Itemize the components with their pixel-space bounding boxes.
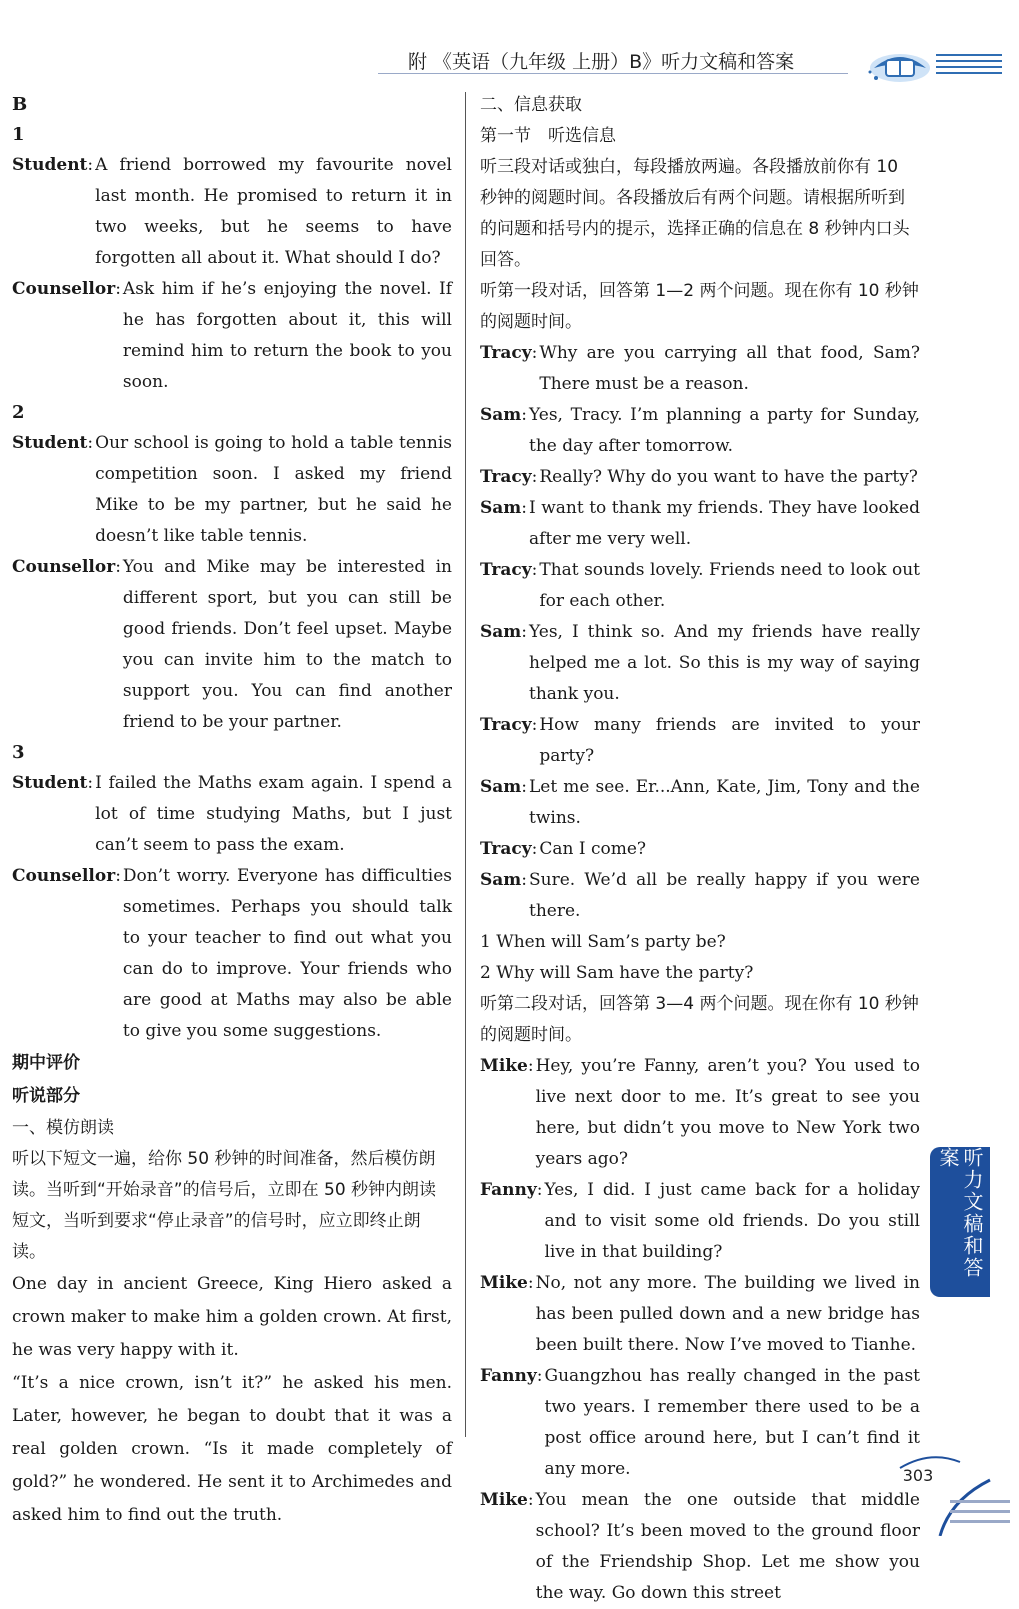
speaker-name: Sam :: [480, 493, 529, 524]
utterance: Hey, you’re Fanny, aren’t you? You used to live next door to me. It’s great to see you here, but didn’t you move to New York two years ago?: [535, 1056, 920, 1169]
dialog2-intro: 听第二段对话，回答第 3—4 两个问题。现在你有 10 秒钟的阅题时间。: [480, 994, 919, 1045]
item-number: 1: [12, 124, 25, 145]
dialog-line: [480, 834, 920, 865]
column-divider: [465, 92, 466, 1437]
speaker-name: Tracy :: [480, 710, 539, 741]
dialog-line: [480, 555, 920, 617]
speaker-name: Counsellor :: [12, 552, 123, 583]
dialog-line: [480, 1175, 920, 1268]
speaker-name: Counsellor :: [12, 274, 123, 305]
dialog-line: [480, 1268, 920, 1361]
section-b-label: B: [12, 94, 28, 115]
speaker-name: Tracy :: [480, 555, 539, 586]
utterance: A friend borrowed my favourite novel last month. He promised to return it in two weeks, but he seems to have forgotten all about it. What should I do?: [95, 155, 452, 268]
dialog-line: [480, 493, 920, 555]
utterance: No, not any more. The building we lived in has been pulled down and a new bridge has been built there. Now I’ve moved to Tianhe.: [535, 1273, 920, 1355]
utterance: That sounds lovely. Friends need to look out for each other.: [539, 560, 920, 611]
section1-title: 第一节 听选信息: [480, 126, 616, 146]
speaker-name: Fanny :: [480, 1175, 545, 1206]
utterance: How many friends are invited to your party?: [539, 715, 920, 766]
dialog-line: [480, 338, 920, 400]
utterance: Sure. We’d all be really happy if you were there.: [529, 870, 920, 921]
speaker-name: Mike :: [480, 1268, 536, 1299]
utterance: Can I come?: [539, 839, 647, 859]
utterance: I want to thank my friends. They have looked after me very well.: [529, 498, 920, 549]
page-number: 303: [902, 1466, 934, 1485]
speaker-name: Sam :: [480, 772, 529, 803]
speaker-name: Counsellor :: [12, 861, 123, 892]
speaker-name: Mike :: [480, 1051, 536, 1082]
speaker-name: Tracy :: [480, 462, 539, 493]
utterance: I failed the Maths exam again. I spend a lot of time studying Maths, but I just can’t seem to pass the exam.: [95, 773, 452, 855]
dialog-line: [12, 552, 452, 738]
speaker-name: Mike :: [480, 1485, 536, 1516]
header-stripes: [936, 54, 1002, 78]
right-column: [480, 90, 920, 1609]
utterance: Yes, Tracy. I’m planning a party for Sunday, the day after tomorrow.: [529, 405, 920, 456]
speaker-name: Student :: [12, 768, 95, 799]
passage-paragraph: One day in ancient Greece, King Hiero asked a crown maker to make him a golden crown. At first, he was very happy with it.: [12, 1274, 452, 1360]
utterance: Really? Why do you want to have the party?: [539, 467, 918, 487]
speaker-name: Tracy :: [480, 338, 539, 369]
utterance: You mean the one outside that middle school? It’s been moved to the ground floor of the Friendship Shop. Let me show you the way. Go down this street: [535, 1490, 920, 1603]
utterance: Why are you carrying all that food, Sam? There must be a reason.: [539, 343, 920, 394]
part1-title: 一、模仿朗读: [12, 1118, 114, 1138]
dialog-line: [480, 462, 920, 493]
midterm-title: 期中评价: [12, 1053, 80, 1073]
header-rule: [378, 73, 848, 74]
dialog-line: [12, 274, 452, 398]
dialog-line: [480, 1361, 920, 1485]
utterance: Guangzhou has really changed in the past two years. I remember there used to be a post office around here, but I can’t find it any more.: [544, 1366, 920, 1479]
speaker-name: Sam :: [480, 865, 529, 896]
page-header: [0, 0, 1019, 88]
dialog1-intro: 听第一段对话，回答第 1—2 两个问题。现在你有 10 秒钟的阅题时间。: [480, 281, 919, 332]
speaker-name: Student :: [12, 150, 95, 181]
dialog-line: [12, 861, 452, 1047]
side-tab: [930, 1147, 990, 1297]
book-logo-icon: [866, 38, 934, 86]
utterance: Yes, I did. I just came back for a holiday and to visit some old friends. Do you still live in that building?: [544, 1180, 920, 1262]
question: 1 When will Sam’s party be?: [480, 932, 726, 952]
dialog-line: [480, 1485, 920, 1609]
speaker-name: Student :: [12, 428, 95, 459]
side-tab-label: 听力文稿和答案: [936, 1147, 984, 1279]
dialog-line: [480, 400, 920, 462]
part1-instructions: 听以下短文一遍，给你 50 秒钟的时间准备，然后模仿朗读。当听到“开始录音”的信号后，立即在 50 秒钟内朗读短文，当听到要求“停止录音”的信号时，应立即终止朗读。: [12, 1149, 437, 1262]
speaker-name: Fanny :: [480, 1361, 545, 1392]
item-number: 3: [12, 742, 25, 763]
passage-paragraph: “It’s a nice crown, isn’t it?” he asked his men. Later, however, he began to doubt that it was a real golden crown. “Is it made completely of gold?” he wondered. He sent it to Archimedes and asked him to find out the truth.: [12, 1373, 452, 1525]
page-header-title: 附 《英语（九年级 上册）B》听力文稿和答案: [408, 51, 795, 73]
part2-title: 二、信息获取: [480, 95, 582, 115]
item-number: 2: [12, 402, 25, 423]
question: 2 Why will Sam have the party?: [480, 963, 754, 983]
left-column: [12, 90, 452, 1532]
speaker-name: Sam :: [480, 617, 529, 648]
dialog-line: [480, 865, 920, 927]
utterance: Yes, I think so. And my friends have really helped me a lot. So this is my way of saying thank you.: [529, 622, 920, 704]
utterance: You and Mike may be interested in different sport, but you can still be good friends. Don’t feel upset. Maybe you can invite him to the match to support you. You can find another friend to be your partner.: [122, 557, 452, 732]
dialog-line: [480, 617, 920, 710]
dialog-line: [12, 768, 452, 861]
speaker-name: Tracy :: [480, 834, 539, 865]
section1-instructions: 听三段对话或独白，每段播放两遍。各段播放前你有 10 秒钟的阅题时间。各段播放后有两个问题。请根据所听到的问题和括号内的提示，选择正确的信息在 8 秒钟内口头回答。: [480, 157, 910, 270]
dialog-line: [480, 1051, 920, 1175]
dialog-line: [12, 150, 452, 274]
dialog-line: [12, 428, 452, 552]
utterance: Let me see. Er...Ann, Kate, Jim, Tony and the twins.: [529, 777, 920, 828]
utterance: Our school is going to hold a table tennis competition soon. I asked my friend Mike to be my partner, but he said he doesn’t like table tennis.: [95, 433, 452, 546]
utterance: Don’t worry. Everyone has difficulties sometimes. Perhaps you should talk to your teacher to find out what you can do to improve. Your friends who are good at Maths may also be able to give you some suggestions.: [122, 866, 452, 1041]
speaker-name: Sam :: [480, 400, 529, 431]
listening-title: 听说部分: [12, 1086, 80, 1106]
utterance: Ask him if he’s enjoying the novel. If he has forgotten about it, this will remind him to return the book to you soon.: [122, 279, 452, 392]
dialog-line: [480, 710, 920, 772]
dialog-line: [480, 772, 920, 834]
